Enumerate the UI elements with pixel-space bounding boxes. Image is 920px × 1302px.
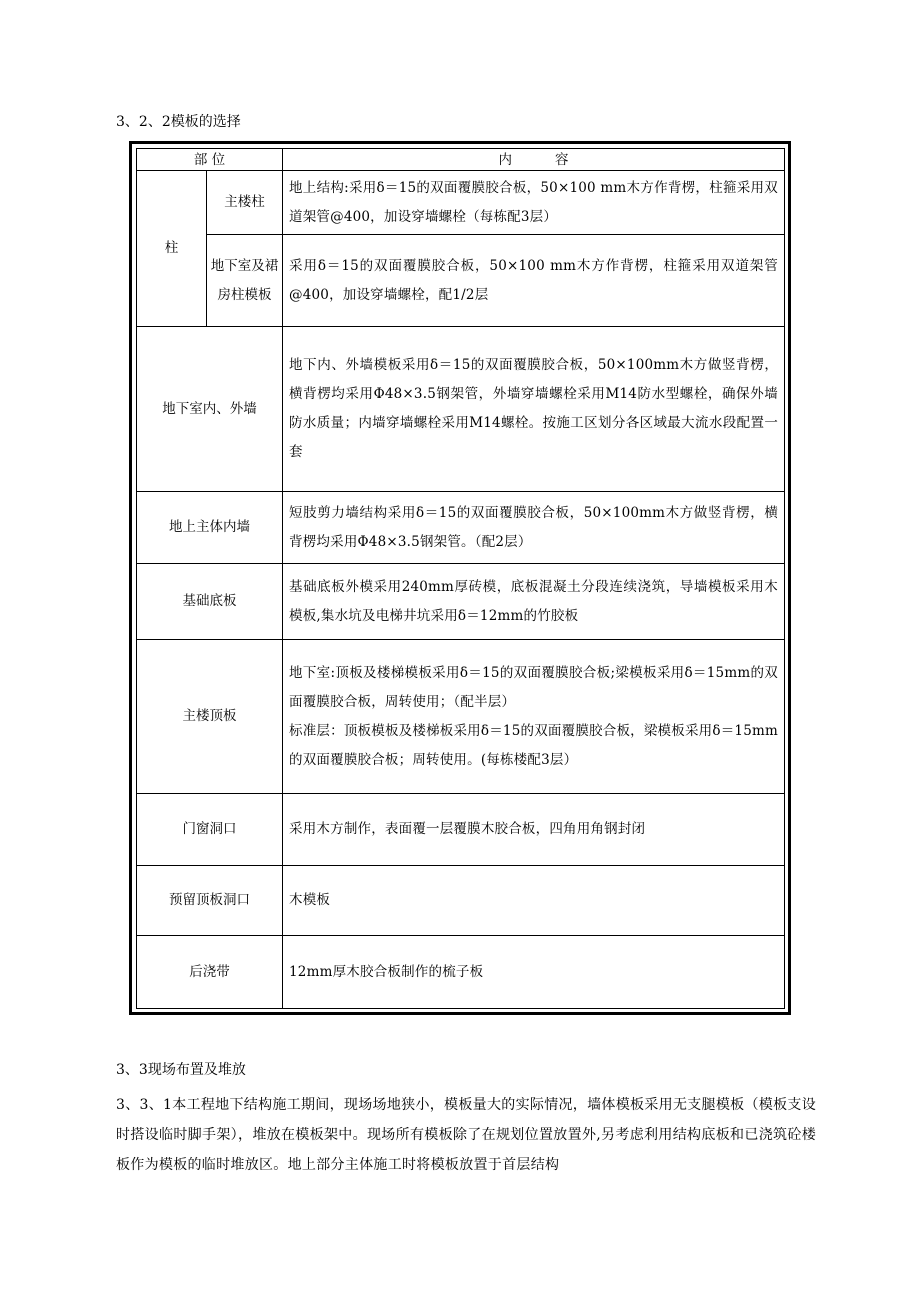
table-row	[137, 640, 785, 794]
table-row	[137, 492, 785, 564]
row-content: 采用木方制作，表面覆一层覆膜木胶合板，四角用角钢封闭	[283, 794, 785, 866]
table-row	[137, 794, 785, 866]
row-content: 短肢剪力墙结构采用δ＝15的双面覆膜胶合板，50×100mm木方做竖背楞，横背楞均采用Φ48×3.5钢架管。（配2层）	[283, 492, 785, 564]
row-content: 基础底板外模采用240mm厚砖模，底板混凝土分段连续浇筑，导墙模板采用木模板,集水坑及电梯井坑采用δ＝12mm的竹胶板	[283, 564, 785, 640]
row-label: 门窗洞口	[137, 794, 283, 866]
table-row	[137, 327, 785, 492]
row-label: 地下室内、外墙	[137, 327, 283, 492]
table-header-row	[137, 149, 785, 171]
row-label: 主楼顶板	[137, 640, 283, 794]
table-row	[137, 564, 785, 640]
row-label: 地上主体内墙	[137, 492, 283, 564]
formwork-table	[136, 148, 785, 1009]
row-content: 采用δ＝15的双面覆膜胶合板，50×100 mm木方作背楞，柱箍采用双道架管@400，加设穿墙螺栓，配1/2层	[283, 235, 785, 327]
row-sub-label: 主楼柱	[207, 171, 283, 235]
row-content: 地下内、外墙模板采用δ＝15的双面覆膜胶合板，50×100mm木方做竖背楞，横背楞均采用Φ48×3.5钢架管，外墙穿墙螺栓采用M14防水型螺栓，确保外墙防水质量；内墙穿墙螺栓采用M14螺栓。按施工区划分各区域最大流水段配置一套	[283, 327, 785, 492]
row-content	[283, 640, 785, 794]
row-label: 基础底板	[137, 564, 283, 640]
header-position: 部 位	[137, 149, 283, 171]
formwork-selection-table	[129, 141, 791, 1015]
section-heading-3-3: 3、3现场布置及堆放	[116, 1062, 246, 1078]
row-sub-label: 地下室及裙房柱模板	[207, 235, 283, 327]
table-row	[137, 235, 785, 327]
row-content-part-1: 地下室:顶板及楼梯模板采用δ＝15的双面覆膜胶合板;梁模板采用δ＝15mm的双面覆膜胶合板，周转使用；（配半层）	[289, 664, 779, 710]
row-content-part-2: 标准层：顶板模板及楼梯板采用δ＝15的双面覆膜胶合板，梁模板采用δ＝15mm的双面覆膜胶合板；周转使用。(每栋楼配3层）	[289, 722, 779, 768]
group-column-label: 柱	[137, 171, 207, 327]
row-content: 木模板	[283, 866, 785, 936]
header-content: 内 容	[283, 149, 785, 171]
section-3-3	[116, 1060, 816, 1180]
table-row	[137, 866, 785, 936]
section-heading-3-2-2: 3、2、2模板的选择	[116, 114, 241, 130]
row-content: 地上结构:采用δ＝15的双面覆膜胶合板，50×100 mm木方作背楞，柱箍采用双道架管@400，加设穿墙螺栓（每栋配3层）	[283, 171, 785, 235]
row-label: 后浇带	[137, 936, 283, 1009]
row-content: 12mm厚木胶合板制作的梳子板	[283, 936, 785, 1009]
table-row	[137, 936, 785, 1009]
paragraph-3-3-1: 3、3、1本工程地下结构施工期间，现场场地狭小，模板量大的实际情况，墙体模板采用无支腿模板（模板支设时搭设临时脚手架），堆放在模板架中。现场所有模板除了在规划位置放置外,另考虑利用结构底板和已浇筑砼楼板作为模板的临时堆放区。地上部分主体施工时将模板放置于首层结构	[116, 1097, 816, 1173]
row-label: 预留顶板洞口	[137, 866, 283, 936]
table-row	[137, 171, 785, 235]
